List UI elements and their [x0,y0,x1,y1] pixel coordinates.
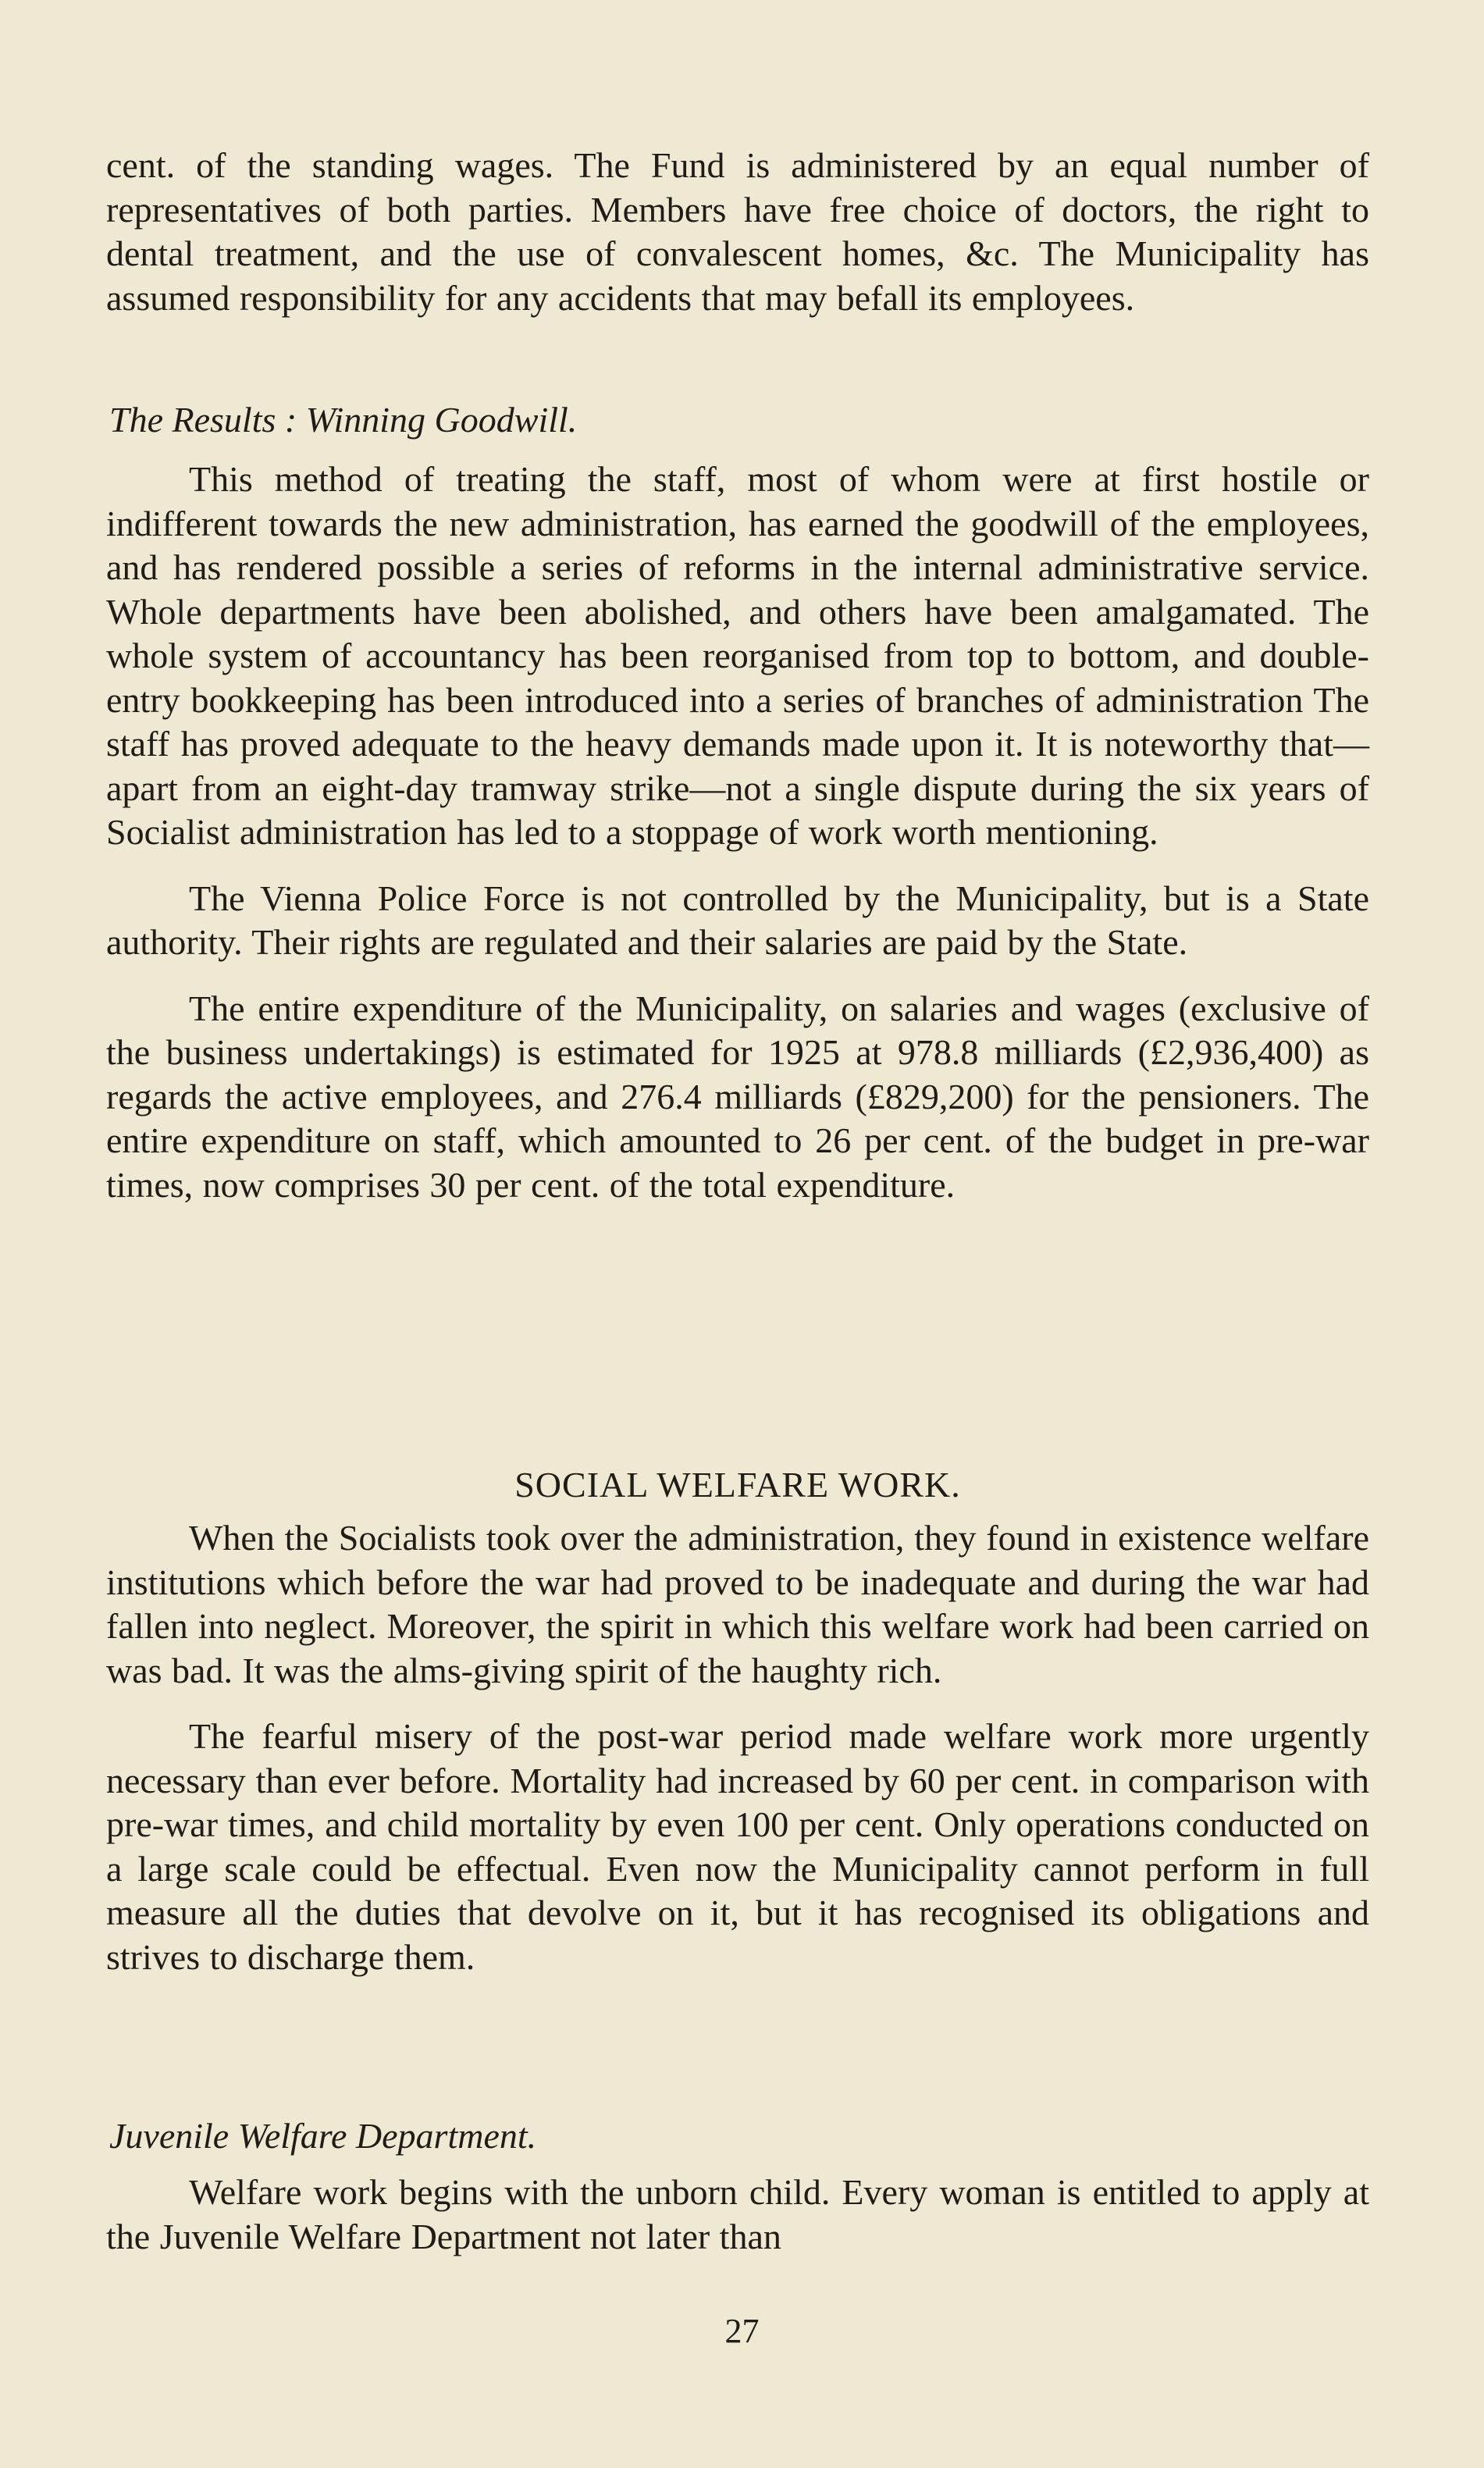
body-text-section-4 [106,2171,1369,2259]
paragraph-treating-staff: This method of treating the staff, most of whom were at first hostile or indifferent towards the new administration, has earned the goodwill of the employees, and has rendered possible a series of reforms in the internal administrative service. Whole departments have been abolished, and others have been amalgamated. The whole system of accountancy has been reorganised from top to bottom, and double-entry bookkeeping has been introduced into a series of branches of administration The staff has proved adequate to the heavy demands made upon it. It is noteworthy that—apart from an eight-day tramway strike—not a single dispute during the six years of Socialist administration has led to a stoppage of work worth mentioning. [106,459,1369,852]
heading-juvenile-welfare-department: Juvenile Welfare Department. [109,2116,537,2156]
body-text-section-2 [106,458,1369,1207]
body-text-section-3 [106,1516,1369,1979]
paragraph-fund-administration: cent. of the standing wages. The Fund is administered by an equal number of representatives of both parties. Members have free choice of doctors, the right to dental treatment, and the use of convalescent homes, &c. The Municipality has assumed responsibility for any accidents that may befall its employees. [106,145,1369,318]
heading-results-winning-goodwill: The Results : Winning Goodwill. [109,400,578,440]
paragraph-welfare-unborn-child: Welfare work begins with the unborn child. Every woman is entitled to apply at the Juvenile Welfare Department not later than [106,2172,1369,2256]
page-number: 27 [724,2312,760,2350]
heading-social-welfare-work: SOCIAL WELFARE WORK. [514,1465,961,1505]
paragraph-socialists-took-over: When the Socialists took over the administration, they found in existence welfare institutions which before the war had proved to be inadequate and during the war had fallen into neglect. Moreover, the spirit in which this welfare work had been carried on was bad. It was the alms-giving spirit of the haughty rich. [106,1518,1369,1690]
paragraph-expenditure: The entire expenditure of the Municipality, on salaries and wages (exclusive of the business undertakings) is estimated for 1925 at 978.8 milliards (£2,936,400) as regards the active employees, and 276.4 milliards (£829,200) for the pensioners. The entire expenditure on staff, which amounted to 26 per cent. of the budget in pre-war times, now comprises 30 per cent. of the total expenditure. [106,988,1369,1205]
paragraph-vienna-police: The Vienna Police Force is not controlled by the Municipality, but is a State authority. Their rights are regulated and their salaries are paid by the State. [106,878,1369,962]
paragraph-post-war-misery: The fearful misery of the post-war period made welfare work more urgently necessary than ever before. Mortality had increased by 60 per cent. in comparison with pre-war times, and child mortality by even 100 per cent. Only operations conducted on a large scale could be effectual. Even now the Municipality cannot perform in full measure all the duties that devolve on it, but it has recognised its obligations and strives to discharge them. [106,1716,1369,1977]
body-text-section-1 [106,144,1369,320]
